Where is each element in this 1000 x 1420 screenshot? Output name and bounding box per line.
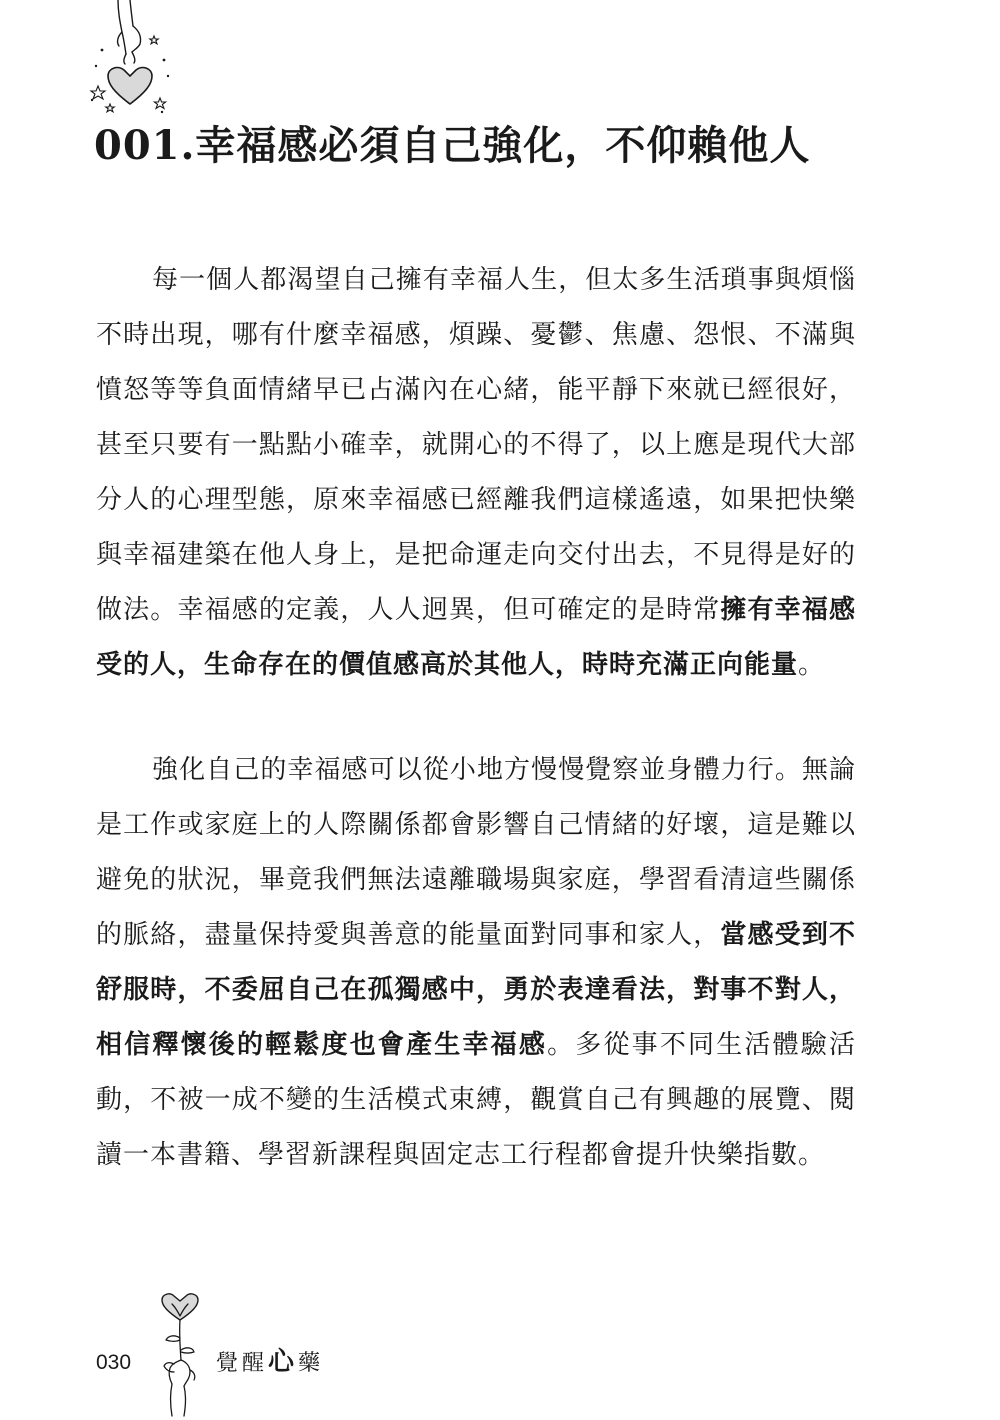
paragraph-text: 強化自己的幸福感可以從小地方慢慢覺察並身體力行。無論是工作或家庭上的人際關係都會影響自己情緒的好壞，這是難以避免的狀況，畢竟我們無法遠離職場與家庭，學習看清這些關係的脈絡，盡量保持愛與善意的能量面對同事和家人， bbox=[96, 755, 856, 950]
star-icon bbox=[91, 86, 105, 99]
paragraph-text: 每一個人都渴望自己擁有幸福人生，但太多生活瑣事與煩惱不時出現，哪有什麼幸福感，煩躁、憂鬱、焦慮、怨恨、不滿與憤怒等等負面情緒早已占滿內在心緒，能平靜下來就已經很好，甚至只要有一點點小確幸，就開心的不得了，以上應是現代大部分人的心理型態，原來幸福感已經離我們這樣遙遠，如果把快樂與幸福建築在他人身上，是把命運走向交付出去，不見得是好的做法。幸福感的定義，人人迥異，但可確定的是時常 bbox=[96, 265, 856, 625]
paragraph bbox=[96, 743, 856, 1183]
page-title: 001.幸福感必須自己強化，不仰賴他人 bbox=[94, 122, 811, 169]
book-title-part: 藥 bbox=[298, 1351, 325, 1376]
paragraph bbox=[96, 253, 856, 693]
hand-holding-heart-icon bbox=[78, 0, 178, 120]
paragraph-text-end: 。多從事不同生活體驗活動，不被一成不變的生活模式束縛，觀賞自己有興趣的展覽、閱讀一本書籍、學習新課程與固定志工行程都會提升快樂指數。 bbox=[96, 1030, 856, 1170]
hand-holding-heart-flower-icon bbox=[150, 1290, 210, 1420]
heart-icon bbox=[108, 68, 152, 104]
book-title-accent: 心 bbox=[268, 1347, 299, 1377]
book-title-part: 覺醒 bbox=[216, 1351, 269, 1376]
star-icon bbox=[154, 98, 165, 108]
body-text bbox=[96, 253, 856, 1183]
page-number: 030 bbox=[96, 1351, 132, 1374]
paragraph-bold-text: 當感受到不舒服時，不委屈自己在孤獨感中，勇於表達看法，對事不對人，相信釋懷後的輕鬆度也會產生幸福感 bbox=[96, 920, 856, 1060]
paragraph-text-end: 。 bbox=[798, 650, 826, 680]
paragraph-bold-text: 擁有幸福感受的人，生命存在的價值感高於其他人，時時充滿正向能量 bbox=[96, 595, 856, 680]
star-icon bbox=[150, 36, 158, 44]
book-title bbox=[216, 1346, 324, 1380]
star-icon bbox=[106, 104, 114, 112]
